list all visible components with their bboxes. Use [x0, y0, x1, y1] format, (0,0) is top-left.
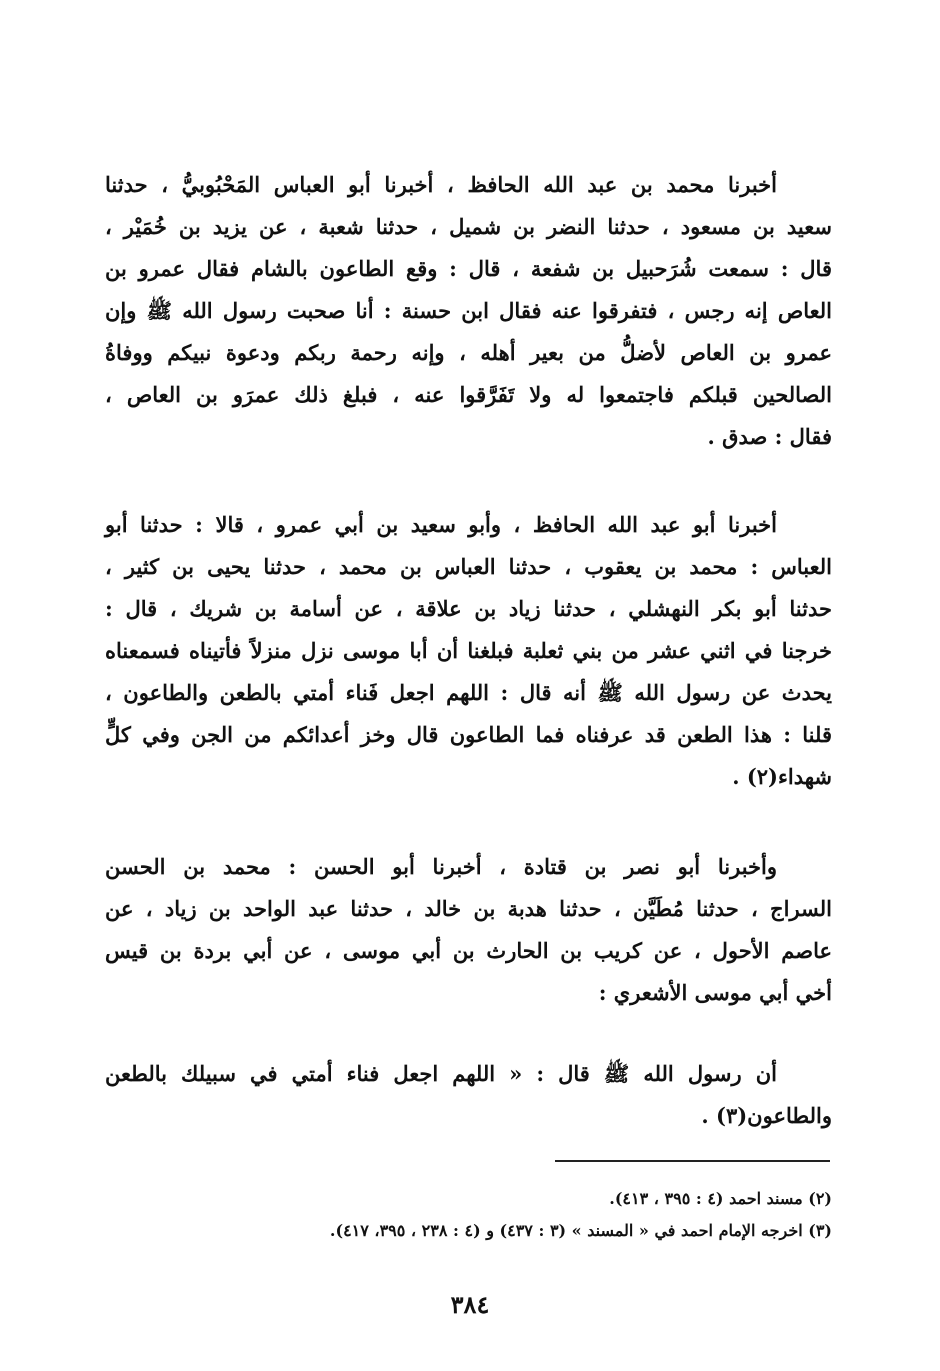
text-line: عاصم الأحول ، عن كريب بن الحارث بن أبي موسى ، عن أبي بردة بن قيس	[105, 938, 832, 963]
paragraph-2	[105, 504, 832, 798]
paragraph-1	[105, 164, 832, 458]
text-line: السراج ، حدثنا مُطَيَّن ، حدثنا هدبة بن خالد ، حدثنا عبد الواحد بن زياد ، عن	[105, 896, 832, 921]
text-line: أخي أبي موسى الأشعري :	[598, 980, 832, 1005]
text-line: العاص إنه رجس ، فتفرقوا عنه فقال ابن حسنة : أنا صحبت رسول الله ﷺ وإن	[105, 298, 832, 323]
text-line: أخبرنا أبو عبد الله الحافظ ، وأبو سعيد بن أبي عمرو ، قالا : حدثنا أبو	[105, 512, 777, 537]
text-line: قال : سمعت شُرَحبيل بن شفعة ، قال : وقع الطاعون بالشام فقال عمرو بن	[105, 256, 832, 281]
text-line: يحدث عن رسول الله ﷺ أنه قال : اللهم اجعل فَناء أمتي بالطعن والطاعون ،	[105, 680, 832, 705]
text-line: أخبرنا محمد بن عبد الله الحافظ ، أخبرنا أبو العباس المَحْبُوبيُّ ، حدثنا	[105, 172, 777, 197]
text-line: وأخبرنا أبو نصر بن قتادة ، أخبرنا أبو الحسن : محمد بن الحسن	[105, 854, 777, 879]
paragraph-3	[105, 846, 832, 1014]
text-line: حدثنا أبو بكر النهشلي ، حدثنا زياد بن علاقة ، عن أسامة بن شريك ، قال :	[105, 596, 832, 621]
text-line: عمرو بن العاص لأضلُّ من بعير أهله ، وإنه رحمة ربكم ودعوة نبيكم ووفاةُ	[105, 340, 832, 365]
text-line: قلنا : هذا الطعن قد عرفناه فما الطاعون قال وخز أعدائكم من الجن وفي كلٍّ	[105, 722, 832, 747]
paragraph-4	[105, 1053, 832, 1137]
text-line: خرجنا في اثني عشر من بني ثعلبة فبلغنا أن أبا موسى نزل منزلاً فأتيناه فسمعناه	[105, 638, 832, 663]
text-line: سعيد بن مسعود ، حدثنا النضر بن شميل ، حدثنا شعبة ، عن يزيد بن خُمَيْر ،	[105, 214, 832, 239]
page-number: ٣٨٤	[450, 1290, 490, 1319]
text-line: الصالحين قبلكم فاجتمعوا له ولا تَفَرَّقوا عنه ، فبلغ ذلك عمرَو بن العاص ،	[105, 382, 832, 407]
text-line: والطاعون(٣) .	[701, 1103, 832, 1128]
text-line: فقال : صدق .	[707, 424, 832, 449]
text-line: أن رسول الله ﷺ قال : « اللهم اجعل فناء أمتي في سبيلك بالطعن	[105, 1061, 777, 1086]
footnote: (٢) مسند احمد (٤ : ٣٩٥ ، ٤١٣).	[609, 1189, 832, 1208]
text-line: شهداء(٢) .	[732, 764, 832, 789]
footnotes	[105, 1183, 832, 1247]
footnote: (٣) اخرجه الإمام احمد في « المسند » (٣ : ٤٣٧) و (٤ : ٢٣٨ ، ٣٩٥، ٤١٧).	[329, 1221, 832, 1240]
text-line: العباس : محمد بن يعقوب ، حدثنا العباس بن محمد ، حدثنا يحيى بن كثير ،	[105, 554, 832, 579]
footnote-separator	[555, 1160, 830, 1162]
